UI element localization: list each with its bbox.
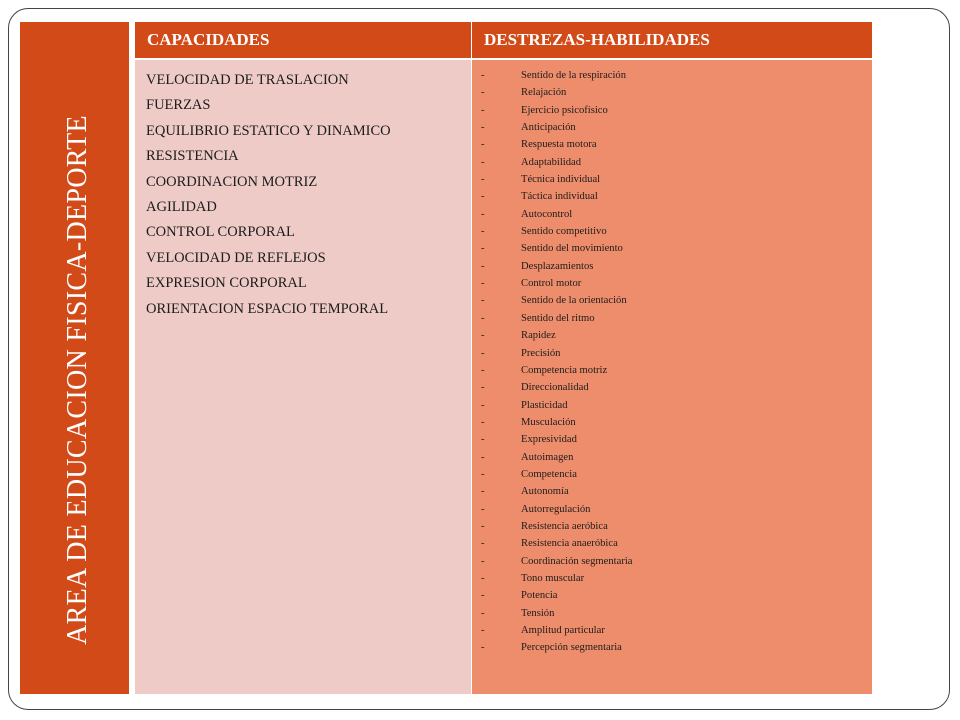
destreza-item: [481, 310, 872, 327]
destreza-item: [481, 362, 872, 379]
destreza-item: [481, 570, 872, 587]
destreza-label: Sentido de la orientación: [521, 295, 627, 307]
bullet-dash: -: [481, 156, 485, 168]
destreza-item: [481, 535, 872, 552]
destreza-item: [481, 188, 872, 205]
side-title: AREA DE EDUCACION FISICA-DEPORTE: [62, 115, 93, 645]
bullet-dash: -: [481, 625, 485, 636]
bullet-dash: -: [481, 243, 485, 255]
destreza-label: Potencia: [521, 590, 558, 602]
header-capacidades: CAPACIDADES: [135, 22, 471, 58]
bullet-dash: -: [481, 399, 485, 411]
bullet-dash: -: [481, 416, 485, 428]
destreza-item: [481, 587, 872, 604]
bullet-dash: -: [481, 191, 485, 203]
destreza-item: [481, 431, 872, 448]
bullet-dash: -: [481, 538, 485, 550]
bullet-dash: -: [481, 607, 485, 619]
capacidades-cell: [135, 60, 471, 694]
destreza-item: [481, 136, 872, 153]
destreza-item: [481, 466, 872, 483]
destreza-label: Autocontrol: [521, 208, 573, 220]
capacidad-item: CONTROL CORPORAL: [146, 224, 295, 241]
destreza-item: [481, 292, 872, 309]
destreza-label: Amplitud particular: [521, 625, 605, 636]
destreza-label: Percepción segmentaria: [521, 642, 622, 654]
destreza-item: [481, 258, 872, 275]
destreza-item: [481, 414, 872, 431]
destreza-item: [481, 240, 872, 257]
destreza-item: [481, 639, 872, 656]
destreza-item: [481, 154, 872, 171]
capacidad-item: COORDINACION MOTRIZ: [146, 173, 318, 190]
capacidad-item: VELOCIDAD DE TRASLACION: [146, 72, 349, 88]
bullet-dash: -: [481, 226, 485, 238]
bullet-dash: -: [481, 503, 485, 515]
destreza-label: Relajación: [521, 87, 567, 99]
destreza-label: Táctica individual: [521, 191, 598, 203]
destreza-item: [481, 345, 872, 362]
destreza-label: Direccionalidad: [521, 382, 589, 394]
destreza-label: Sentido del movimiento: [521, 243, 623, 255]
destreza-label: Autonomía: [521, 486, 569, 498]
destreza-label: Sentido competitivo: [521, 226, 607, 238]
destreza-item: [481, 483, 872, 500]
bullet-dash: -: [481, 451, 485, 463]
header-destrezas: DESTREZAS-HABILIDADES: [472, 22, 872, 58]
capacidad-item: EXPRESION CORPORAL: [146, 275, 307, 292]
destreza-label: Sentido de la respiración: [521, 70, 627, 81]
bullet-dash: -: [481, 382, 485, 394]
capacidad-item: RESISTENCIA: [146, 148, 239, 165]
bullet-dash: -: [481, 70, 485, 81]
bullet-dash: -: [481, 555, 485, 567]
destreza-label: Precisión: [521, 347, 561, 359]
destrezas-list: [481, 67, 872, 657]
destreza-item: [481, 449, 872, 466]
destreza-item: [481, 622, 872, 639]
destreza-item: [481, 379, 872, 396]
destreza-label: Competencia: [521, 468, 577, 480]
destreza-label: Expresividad: [521, 434, 577, 446]
destreza-label: Técnica individual: [521, 174, 601, 186]
capacidad-item: AGILIDAD: [146, 199, 217, 216]
destreza-label: Respuesta motora: [521, 139, 597, 151]
bullet-dash: -: [481, 122, 485, 134]
destreza-label: Competencia motriz: [521, 364, 608, 376]
destreza-item: [481, 206, 872, 223]
destreza-label: Tensión: [521, 607, 555, 619]
destreza-label: Tono muscular: [521, 572, 585, 584]
destreza-label: Rapidez: [521, 330, 556, 342]
destreza-label: Coordinación segmentaria: [521, 555, 633, 567]
destreza-item: [481, 84, 872, 101]
bullet-dash: -: [481, 434, 485, 446]
destreza-label: Desplazamientos: [521, 260, 594, 272]
destreza-item: [481, 171, 872, 188]
destrezas-cell: [472, 60, 872, 694]
bullet-dash: -: [481, 520, 485, 532]
destreza-label: Autoimagen: [521, 451, 574, 463]
destreza-label: Sentido del ritmo: [521, 312, 595, 324]
bullet-dash: -: [481, 312, 485, 324]
bullet-dash: -: [481, 468, 485, 480]
capacidad-item: ORIENTACION ESPACIO TEMPORAL: [146, 300, 389, 317]
bullet-dash: -: [481, 364, 485, 376]
side-banner: [20, 22, 133, 694]
destreza-label: Autorregulación: [521, 503, 591, 515]
bullet-dash: -: [481, 139, 485, 151]
bullet-dash: -: [481, 208, 485, 220]
bullet-dash: -: [481, 174, 485, 186]
destreza-label: Control motor: [521, 278, 582, 290]
destreza-item: [481, 102, 872, 119]
destreza-label: Musculación: [521, 416, 576, 428]
bullet-dash: -: [481, 330, 485, 342]
bullet-dash: -: [481, 87, 485, 99]
bullet-dash: -: [481, 572, 485, 584]
destreza-item: [481, 605, 872, 622]
destreza-label: Resistencia aeróbica: [521, 520, 608, 532]
capacidad-item: EQUILIBRIO ESTATICO Y DINAMICO: [146, 122, 391, 139]
destreza-label: Adaptabilidad: [521, 156, 582, 168]
bullet-dash: -: [481, 642, 485, 654]
destreza-item: [481, 275, 872, 292]
bullet-dash: -: [481, 486, 485, 498]
bullet-dash: -: [481, 260, 485, 272]
destreza-item: [481, 223, 872, 240]
destreza-item: [481, 501, 872, 518]
capacidad-item: FUERZAS: [146, 97, 211, 114]
bullet-dash: -: [481, 295, 485, 307]
destreza-item: [481, 67, 872, 84]
bullet-dash: -: [481, 278, 485, 290]
capacidad-item: VELOCIDAD DE REFLEJOS: [146, 249, 326, 266]
destreza-item: [481, 397, 872, 414]
capacidades-list: [146, 68, 471, 322]
bullet-dash: -: [481, 590, 485, 602]
destreza-item: [481, 327, 872, 344]
destreza-label: Plasticidad: [521, 399, 568, 411]
destreza-label: Ejercicio psicofísico: [521, 104, 608, 116]
destreza-item: [481, 553, 872, 570]
destreza-label: Resistencia anaeróbica: [521, 538, 618, 550]
bullet-dash: -: [481, 347, 485, 359]
destreza-item: [481, 119, 872, 136]
bullet-dash: -: [481, 104, 485, 116]
destreza-label: Anticipación: [521, 122, 576, 134]
destreza-item: [481, 518, 872, 535]
